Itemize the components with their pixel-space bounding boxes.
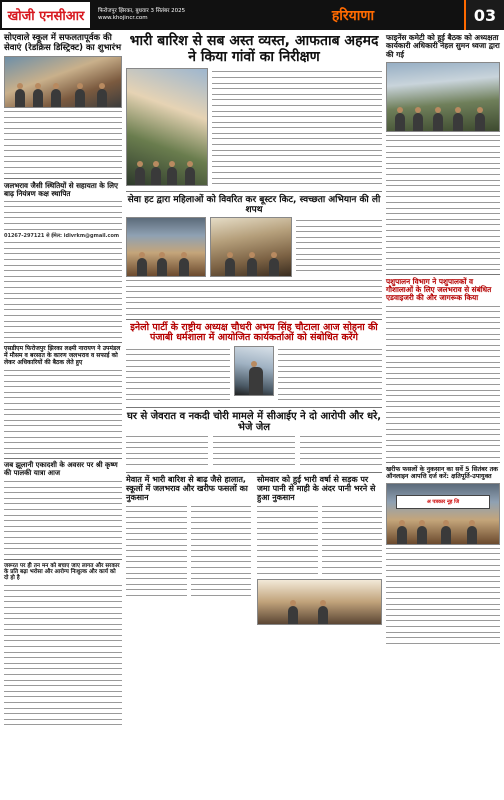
article-body — [4, 480, 122, 556]
article-photo — [386, 483, 500, 545]
article-photo — [210, 217, 292, 277]
issue-date: फिरोजपुर झिरका, बुधवार 3 सितंबर 2025 — [98, 8, 186, 14]
article-body — [126, 279, 382, 316]
portrait-photo — [234, 346, 274, 396]
article-headline: सोएवाले स्कूल में सफलतापूर्वक की सेवाएं (रेडक्रिस डिस्ट्रिक्ट) का शुभारंभ — [4, 33, 122, 53]
article-headline: खरीफ फसलों के नुकसान का सर्वे 5 सितंबर तक ऑनलाइन आपत्ति दर्ज करें: क्षतिपूर्ति-उपायुक्त — [386, 465, 498, 480]
page-number: 03 — [464, 0, 504, 30]
article-headline: सेवा हट द्वारा महिलाओं को विवरित कर बूस्टर किट, स्वच्छता अभियान की ली शपथ — [127, 194, 381, 215]
lead-photo — [126, 68, 208, 186]
article-body — [126, 435, 382, 469]
article-photo — [386, 62, 500, 132]
article-headline: एसडीएम फिरोजपुर झिरका लक्ष्मी नारायण ने उपमंडल में मौसम व बरसात के कारण जलभराव व सफाई को लेकर अधिकारियों की बैठक लेते हुए — [4, 345, 121, 366]
lead-headline: भारी बारिश से सब अस्त व्यस्त, आफताब अहमद ने किया गांवों का निरीक्षण — [129, 33, 379, 65]
article-body — [126, 348, 230, 404]
article-headline: घर से जेवरात व नकदी चोरी मामले में सीआईए ने दो आरोपी और धरे, भेजे जेल — [127, 410, 381, 433]
article-headline: जलभराव जैसी स्थितियों से सहायता के लिए बाढ़ नियंत्रण कक्ष स्थापित — [4, 180, 118, 198]
article-body — [4, 200, 122, 231]
article-body — [4, 584, 122, 727]
article-headline: इनेलो पार्टी के राष्ट्रीय अध्यक्ष चौधरी अभय सिंह चौटाला आज सोहना की पंजाबी धर्मशाला में आयोजित कार्यकर्ताओं को संबोधित करेंगे — [130, 321, 378, 344]
photo-banner: अ पत्रकार नूह जि — [396, 495, 490, 509]
article-headline: फाइनेंस कमेटी को हुई बैठक को अध्यक्षता कार्यकारी अधिकारी नेहल सुमन ध्वजा द्वारा की गई — [386, 33, 500, 59]
helpline-text: 01267-297121 से ईमेल: idivrkm@gmail.com — [4, 233, 120, 240]
article-body — [296, 219, 382, 277]
article-photo — [4, 56, 122, 108]
website: www.khojincr.com — [98, 15, 148, 21]
left-column — [4, 34, 122, 729]
article-headline: मेवात में भारी बारिश से बाढ़ जैसे हालात, स्कूलों में जलभराव और खरीफ फसलों का नुकसान — [126, 474, 248, 502]
right-column — [386, 34, 500, 647]
article-body — [212, 70, 382, 187]
article-body — [386, 305, 500, 459]
article-body — [126, 505, 251, 600]
article-body — [4, 241, 122, 339]
article-body — [278, 348, 382, 404]
article-body — [386, 547, 500, 645]
section-title: हरियाणा — [331, 7, 375, 24]
article-headline: जरूरत पर ही तन मन को बचाए जाए लागत और सरकार के प्रति बढ़ा भरोसा और आरोग्य निःशुल्क और कार्य को दो हो है — [4, 562, 120, 582]
article-body — [4, 110, 122, 175]
article-photo — [126, 217, 206, 277]
newspaper-logo: खोजी एनसीआर — [0, 0, 92, 30]
center-column — [126, 34, 382, 625]
masthead — [0, 0, 504, 30]
article-body — [386, 134, 500, 271]
article-photo — [257, 579, 382, 625]
article-headline: पशुपालन विभाग ने पशुपालकों व गौशालाओं के लिए जलभराव से संबंधित एडवाइजरी की और जागरूक किया — [386, 277, 492, 303]
article-body — [4, 369, 122, 456]
article-body — [257, 505, 382, 578]
article-headline: जब झूलानी एकादशी के अवसर पर श्री कृष्ण की पालकी यात्रा आज — [4, 461, 118, 478]
issue-meta — [92, 8, 242, 22]
article-headline: सोमवार को हुई भारी वर्षा से सड़क पर जमा पानी से माही के अंदर पानी भरने से हुआ नुकसान — [257, 474, 376, 502]
